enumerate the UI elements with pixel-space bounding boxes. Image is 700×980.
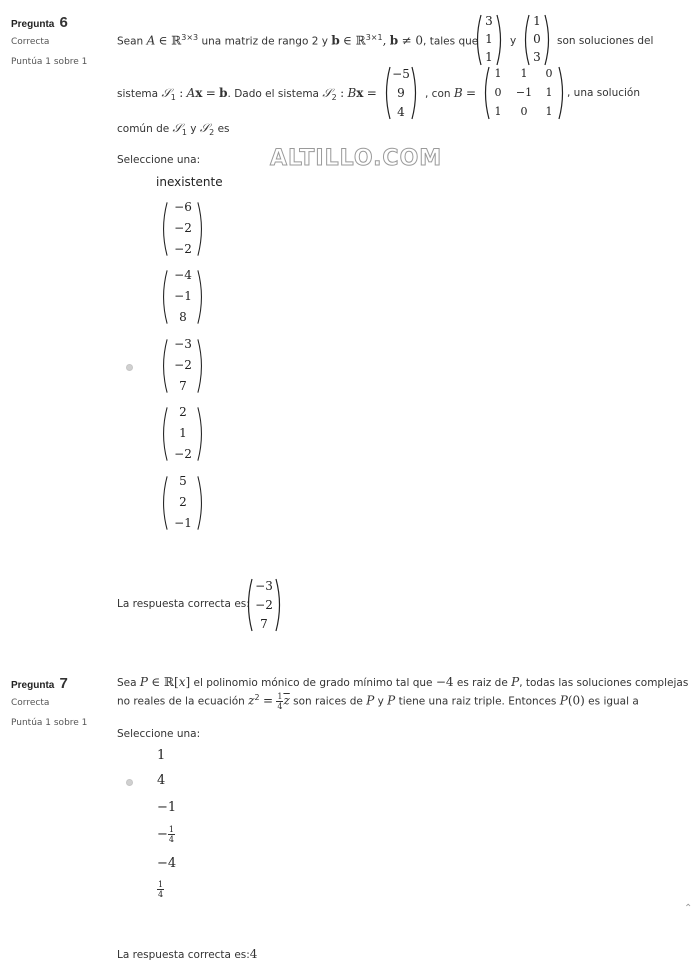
q6-answer-label: La respuesta correcta es: bbox=[117, 598, 250, 610]
question-7-info bbox=[11, 673, 87, 728]
q6-statement-line1: Sean A ∈ ℝ$^{3\times 3}$ una matriz de rango 2 y b ∈ ℝ$^{3\times 1}$, b ≠ 0, tales que bbox=[117, 33, 479, 48]
question-score: Puntúa 1 sobre 1 bbox=[11, 718, 88, 728]
q6-option-1[interactable]: −6 −2 −2 bbox=[160, 198, 206, 260]
question-status: Correcta bbox=[11, 698, 50, 708]
q6-option-2[interactable]: −4 −1 8 bbox=[160, 266, 206, 328]
q6-statement-line2: sistema 𝒮$_1$ : Ax = b. Dado el sistema 𝒮$_2$ : Bx = bbox=[117, 86, 377, 103]
q6-una-solucion: , una solución bbox=[567, 87, 640, 99]
scroll-up-icon[interactable]: ⌃ bbox=[684, 903, 693, 914]
q7-option-3[interactable] bbox=[157, 825, 175, 844]
q6-con-B: , con B = bbox=[425, 86, 477, 100]
fraction-denominator: 4 bbox=[168, 835, 174, 844]
q7-statement-line2: no reales de la ecuación $z^2$ = $\frac{1}{4}$ $\overline{z}$ son raices de P y P tiene una raiz triple. Entonces P(0) es igual a bbox=[117, 692, 639, 711]
fraction-numerator: 1 bbox=[168, 825, 174, 834]
q6-option-4[interactable]: 2 1 −2 bbox=[160, 403, 206, 465]
q6-vector-1: 3 1 1 bbox=[474, 14, 504, 66]
question-number: 6 bbox=[59, 14, 68, 31]
q7-option-2[interactable]: −1 bbox=[157, 800, 177, 815]
q7-radio-selected[interactable] bbox=[126, 779, 133, 786]
q7-option-0[interactable]: 1 bbox=[157, 748, 166, 763]
q7-option-1[interactable]: 4 bbox=[157, 773, 166, 788]
q6-option-5[interactable]: 5 2 −1 bbox=[160, 472, 206, 534]
question-score: Puntúa 1 sobre 1 bbox=[11, 57, 88, 67]
q7-statement-line1: Sea P ∈ ℝ[x] el polinomio mónico de grado mínimo tal que −4 es raiz de P, todas las soluciones complejas bbox=[117, 675, 689, 689]
fraction-sign: − bbox=[157, 827, 168, 842]
q6-matrix-B: 1 1 0 0 −1 1 1 0 1 bbox=[482, 66, 566, 120]
q7-answer-value: 4 bbox=[249, 947, 258, 961]
pregunta-label: Pregunta bbox=[11, 680, 55, 691]
q6-vector-rhs: −5 9 4 bbox=[383, 66, 419, 120]
q6-option-0[interactable]: inexistente bbox=[156, 175, 223, 189]
q7-option-5[interactable] bbox=[157, 880, 164, 899]
fraction-numerator: 1 bbox=[158, 880, 164, 889]
q6-seleccione: Seleccione una: bbox=[117, 154, 201, 166]
q7-answer: La respuesta correcta es:4 bbox=[117, 947, 258, 961]
q6-radio-selected[interactable] bbox=[126, 364, 133, 371]
question-6-info bbox=[11, 12, 87, 67]
q7-seleccione: Seleccione una: bbox=[117, 728, 201, 740]
q6-answer-vector: −3 −2 7 bbox=[245, 578, 283, 632]
watermark: ALTILLO.COM bbox=[270, 146, 443, 171]
q7-option-4[interactable]: −4 bbox=[157, 856, 177, 871]
q6-statement-line3: común de 𝒮$_1$ y 𝒮$_2$ es bbox=[117, 121, 230, 138]
fraction-denominator: 4 bbox=[158, 890, 164, 899]
question-status: Correcta bbox=[11, 37, 50, 47]
q6-vector-2: 1 0 3 bbox=[522, 14, 552, 66]
pregunta-label: Pregunta bbox=[11, 19, 55, 30]
question-number: 7 bbox=[59, 675, 68, 692]
q6-son-soluciones: son soluciones del bbox=[557, 35, 654, 47]
q6-y: y bbox=[510, 35, 517, 47]
q6-option-3[interactable]: −3 −2 7 bbox=[160, 335, 206, 397]
